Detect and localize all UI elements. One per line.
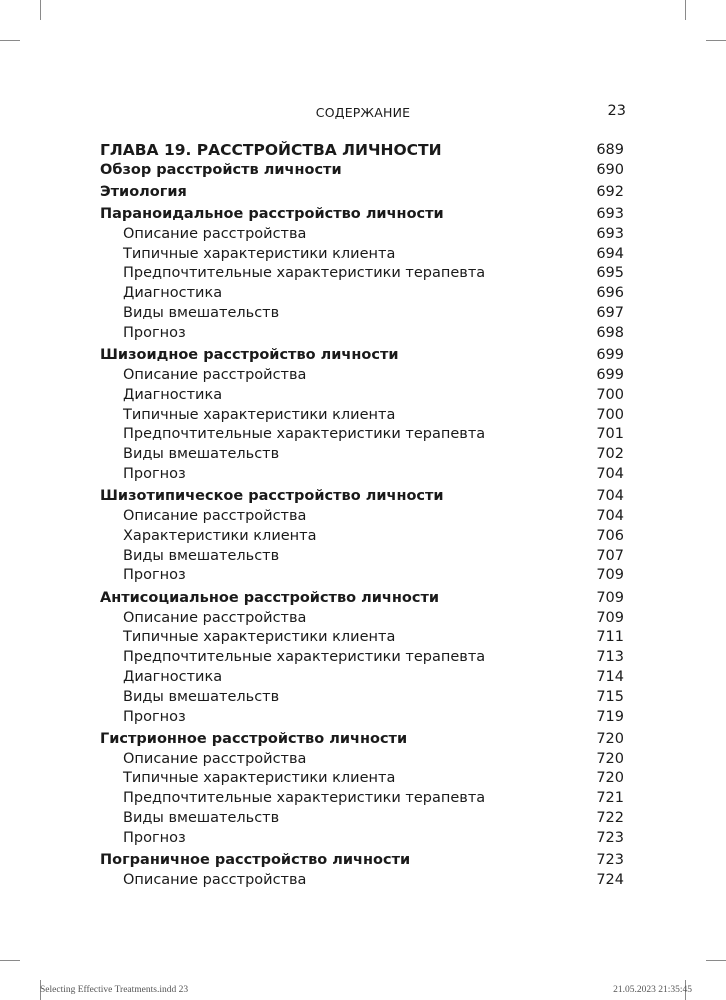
toc-entry-title: Гистрионное расстройство личности <box>100 730 408 747</box>
toc-entry <box>100 264 624 284</box>
crop-mark-top-right <box>685 0 686 20</box>
toc-entry-title: Шизотипическое расстройство личности <box>100 488 444 505</box>
toc-entry-title: Прогноз <box>123 829 186 846</box>
toc-entry <box>100 648 624 668</box>
toc-entry-title: Характеристики клиента <box>123 527 317 544</box>
toc-entry <box>100 140 624 161</box>
toc-entry-page: 719 <box>596 708 624 725</box>
toc-entry-title: Прогноз <box>123 324 186 341</box>
toc-entry-title: Описание расстройства <box>123 609 307 626</box>
toc-entry <box>100 688 624 708</box>
toc-entry-page: 693 <box>596 225 624 242</box>
toc-entry-page: 700 <box>596 406 624 423</box>
toc-entry-page: 722 <box>596 810 624 826</box>
toc-entry-page: 713 <box>596 649 624 666</box>
toc-entry <box>100 589 624 609</box>
toc-entry-page: 715 <box>596 688 624 705</box>
toc-entry-page: 704 <box>596 508 624 525</box>
toc-entry-page: 704 <box>596 465 624 482</box>
toc-entry-title: Типичные характеристики клиента <box>123 629 396 646</box>
toc-entry-title: Прогноз <box>123 708 186 725</box>
toc-entry-page: 723 <box>596 829 624 846</box>
toc-entry <box>100 566 624 586</box>
toc-entry-page: 709 <box>596 609 624 626</box>
toc-entry-title: Параноидальное расстройство личности <box>100 206 444 223</box>
toc-entry-title: Виды вмешательств <box>123 688 280 705</box>
toc-entry-page: 709 <box>596 589 624 606</box>
toc-entry-page: 720 <box>596 770 624 787</box>
toc-entry-title: Описание расстройства <box>123 366 307 383</box>
toc-entry <box>100 304 624 324</box>
toc-entry <box>100 527 624 547</box>
toc-entry-title: Виды вмешательств <box>123 305 280 322</box>
toc-entry <box>100 668 624 688</box>
toc-entry <box>100 789 624 809</box>
toc-entry-title: ГЛАВА 19. РАССТРОЙСТВА ЛИЧНОСТИ <box>100 141 442 159</box>
toc-entry <box>100 708 624 728</box>
toc-entry-page: 694 <box>596 245 624 262</box>
toc-entry-title: Предпочтительные характеристики терапевта <box>123 649 486 666</box>
toc-entry-page: 695 <box>596 265 624 282</box>
toc-entry <box>100 871 624 891</box>
toc-entry <box>100 730 624 750</box>
toc-entry <box>100 547 624 567</box>
toc-entry <box>100 851 624 871</box>
toc-entry <box>100 507 624 527</box>
running-title: СОДЕРЖАНИЕ <box>315 105 411 120</box>
toc-entry <box>100 609 624 629</box>
toc-entry-page: 690 <box>596 161 624 178</box>
toc-entry <box>100 750 624 770</box>
toc-entry-title: Типичные характеристики клиента <box>123 406 396 423</box>
crop-mark-left-bottom <box>0 960 20 961</box>
toc-entry-page: 699 <box>596 347 624 364</box>
toc-entry-page: 720 <box>596 730 624 747</box>
toc-entry-title: Пограничное расстройство личности <box>100 852 411 869</box>
toc-entry-title: Предпочтительные характеристики терапевта <box>123 790 486 807</box>
toc-entry <box>100 205 624 225</box>
toc-entry-title: Диагностика <box>123 668 223 685</box>
crop-mark-left-top <box>0 40 20 41</box>
toc-entry-page: 711 <box>596 629 624 646</box>
toc-entry-title: Прогноз <box>123 465 186 482</box>
toc-entry-page: 704 <box>596 488 624 505</box>
toc-entry-page: 693 <box>596 206 624 223</box>
toc-entry-page: 709 <box>596 567 624 584</box>
toc-entry <box>100 487 624 507</box>
toc-entry-title: Виды вмешательств <box>123 810 280 826</box>
toc-entry-title: Типичные характеристики клиента <box>123 245 396 262</box>
print-slug-file: Selecting Effective Treatments.indd 23 <box>40 985 189 995</box>
print-slug-timestamp: 21.05.2023 21:35:45 <box>613 985 692 995</box>
toc-entry-page: 706 <box>596 527 624 544</box>
toc-entry-title: Виды вмешательств <box>123 446 280 463</box>
toc-entry-page: 699 <box>596 366 624 383</box>
toc-entry <box>100 628 624 648</box>
toc-entry <box>100 324 624 344</box>
toc-entry-title: Описание расстройства <box>123 750 307 767</box>
toc-entry-page: 721 <box>596 790 624 807</box>
toc-entry-title: Типичные характеристики клиента <box>123 770 396 787</box>
toc-entry-title: Предпочтительные характеристики терапевта <box>123 426 486 443</box>
running-head <box>100 103 626 123</box>
toc-entry-title: Предпочтительные характеристики терапевта <box>123 265 486 282</box>
toc-entry <box>100 225 624 245</box>
toc-entry-title: Прогноз <box>123 567 186 584</box>
toc-entry-page: 700 <box>596 386 624 403</box>
toc-entry-title: Шизоидное расстройство личности <box>100 347 399 364</box>
toc-entry-title: Описание расстройства <box>123 225 307 242</box>
toc-entry-title: Описание расстройства <box>123 508 307 525</box>
crop-mark-top-left <box>40 0 41 20</box>
toc-entry <box>100 465 624 485</box>
toc-entry <box>100 445 624 465</box>
toc-entry-page: 697 <box>596 305 624 322</box>
toc-entry <box>100 183 624 203</box>
toc-entry <box>100 769 624 789</box>
toc-entry-title: Диагностика <box>123 285 223 302</box>
toc-entry-page: 714 <box>596 668 624 685</box>
toc-entry-title: Описание расстройства <box>123 871 307 888</box>
toc-entry-page: 692 <box>596 183 624 200</box>
toc-entry <box>100 829 624 849</box>
toc-entry <box>100 346 624 366</box>
toc-entry-title: Диагностика <box>123 386 223 403</box>
toc-entry-page: 698 <box>596 324 624 341</box>
toc-entry-page: 720 <box>596 750 624 767</box>
toc-entry <box>100 245 624 265</box>
crop-mark-right-top <box>706 40 726 41</box>
crop-mark-right-bottom <box>706 960 726 961</box>
toc-entry-page: 702 <box>596 446 624 463</box>
toc-entry <box>100 809 624 829</box>
toc-entry-title: Обзор расстройств личности <box>100 161 342 178</box>
toc-entry-page: 696 <box>596 285 624 302</box>
toc-entry-title: Виды вмешательств <box>123 547 280 564</box>
toc-entry <box>100 425 624 445</box>
toc-entry-title: Антисоциальное расстройство личности <box>100 589 440 606</box>
toc-entry <box>100 406 624 426</box>
toc-entry <box>100 284 624 304</box>
toc-entry-page: 701 <box>596 426 624 443</box>
toc-entry-page: 724 <box>596 871 624 888</box>
toc-entry-page: 707 <box>596 547 624 564</box>
table-of-contents <box>100 140 624 891</box>
toc-entry <box>100 366 624 386</box>
toc-entry <box>100 161 624 181</box>
toc-entry-page: 723 <box>596 852 624 869</box>
page-number: 23 <box>607 103 626 119</box>
toc-entry-page: 689 <box>596 142 624 158</box>
toc-entry <box>100 386 624 406</box>
toc-entry-title: Этиология <box>100 183 187 200</box>
